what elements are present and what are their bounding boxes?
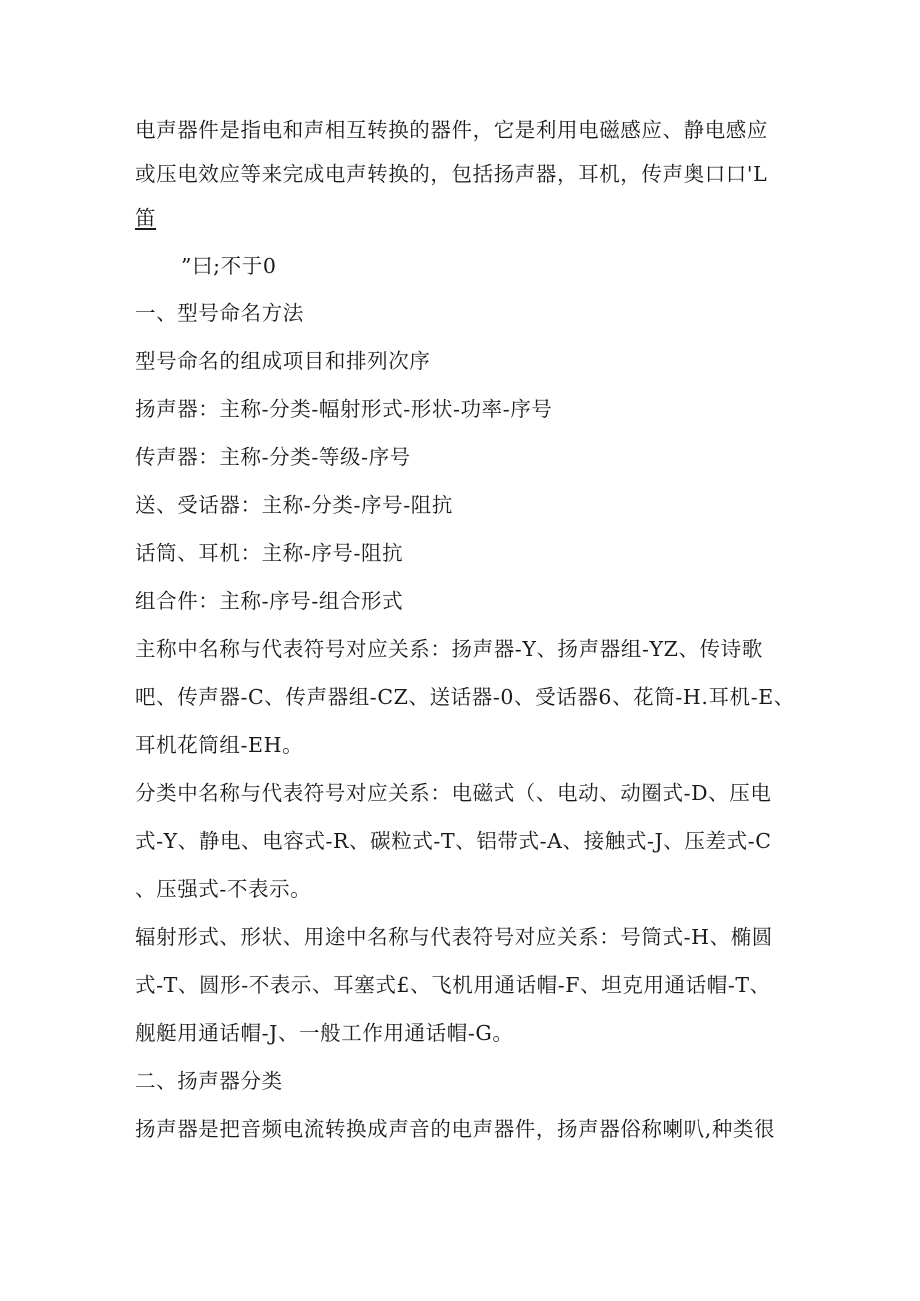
- paragraph-line: 扬声器：主称-分类-幅射形式-形状-功率-序号: [135, 397, 553, 421]
- paragraph-line: 组合件：主称-序号-组合形式: [135, 589, 404, 613]
- section-heading: 二、扬声器分类: [135, 1069, 283, 1093]
- paragraph-line: 传声器：主称-分类-等级-序号: [135, 445, 411, 469]
- paragraph-line: 、压强式-不表示。: [135, 877, 312, 901]
- paragraph-line: 吧、传声器-C、传声器组-CZ、送话器-0、受话器6、花筒-H.耳机-E、: [135, 685, 795, 709]
- paragraph-line: ”曰;不于0: [181, 254, 277, 278]
- paragraph-line: 话筒、耳机：主称-序号-阻抗: [135, 541, 404, 565]
- paragraph-line: 笛: [135, 206, 157, 230]
- paragraph-line: 送、受话器：主称-分类-序号-阻抗: [135, 493, 453, 517]
- paragraph-line: 电声器件是指电和声相互转换的器件，它是利用电磁感应、静电感应: [135, 118, 768, 142]
- paragraph-line: 辐射形式、形状、用途中名称与代表符号对应关系：号筒式-H、椭圆: [135, 925, 773, 949]
- paragraph-line: 主称中名称与代表符号对应关系：扬声器-Y、扬声器组-YZ、传诗歌: [135, 637, 763, 661]
- paragraph-line: 耳机花筒组-EH。: [135, 733, 304, 757]
- paragraph-line: 或压电效应等来完成电声转换的，包括扬声器，耳机，传声奥口口'L: [135, 162, 768, 186]
- paragraph-line: 分类中名称与代表符号对应关系：电磁式（、电动、动圈式-D、压电: [135, 781, 772, 805]
- paragraph-line: 舰艇用通话帽-J、一般工作用通话帽-G。: [135, 1021, 514, 1045]
- section-heading: 一、型号命名方法: [135, 301, 304, 325]
- paragraph-line: 式-Y、静电、电容式-R、碳粒式-T、铝带式-A、接触式-J、压差式-C: [135, 829, 772, 853]
- paragraph-line: 扬声器是把音频电流转换成声音的电声器件，扬声器俗称喇叭,种类很: [135, 1117, 776, 1141]
- paragraph-line: 型号命名的组成项目和排列次序: [135, 349, 431, 373]
- paragraph-line: 式-T、圆形-不表示、耳塞式£、飞机用通话帽-F、坦克用通话帽-T、: [135, 973, 771, 997]
